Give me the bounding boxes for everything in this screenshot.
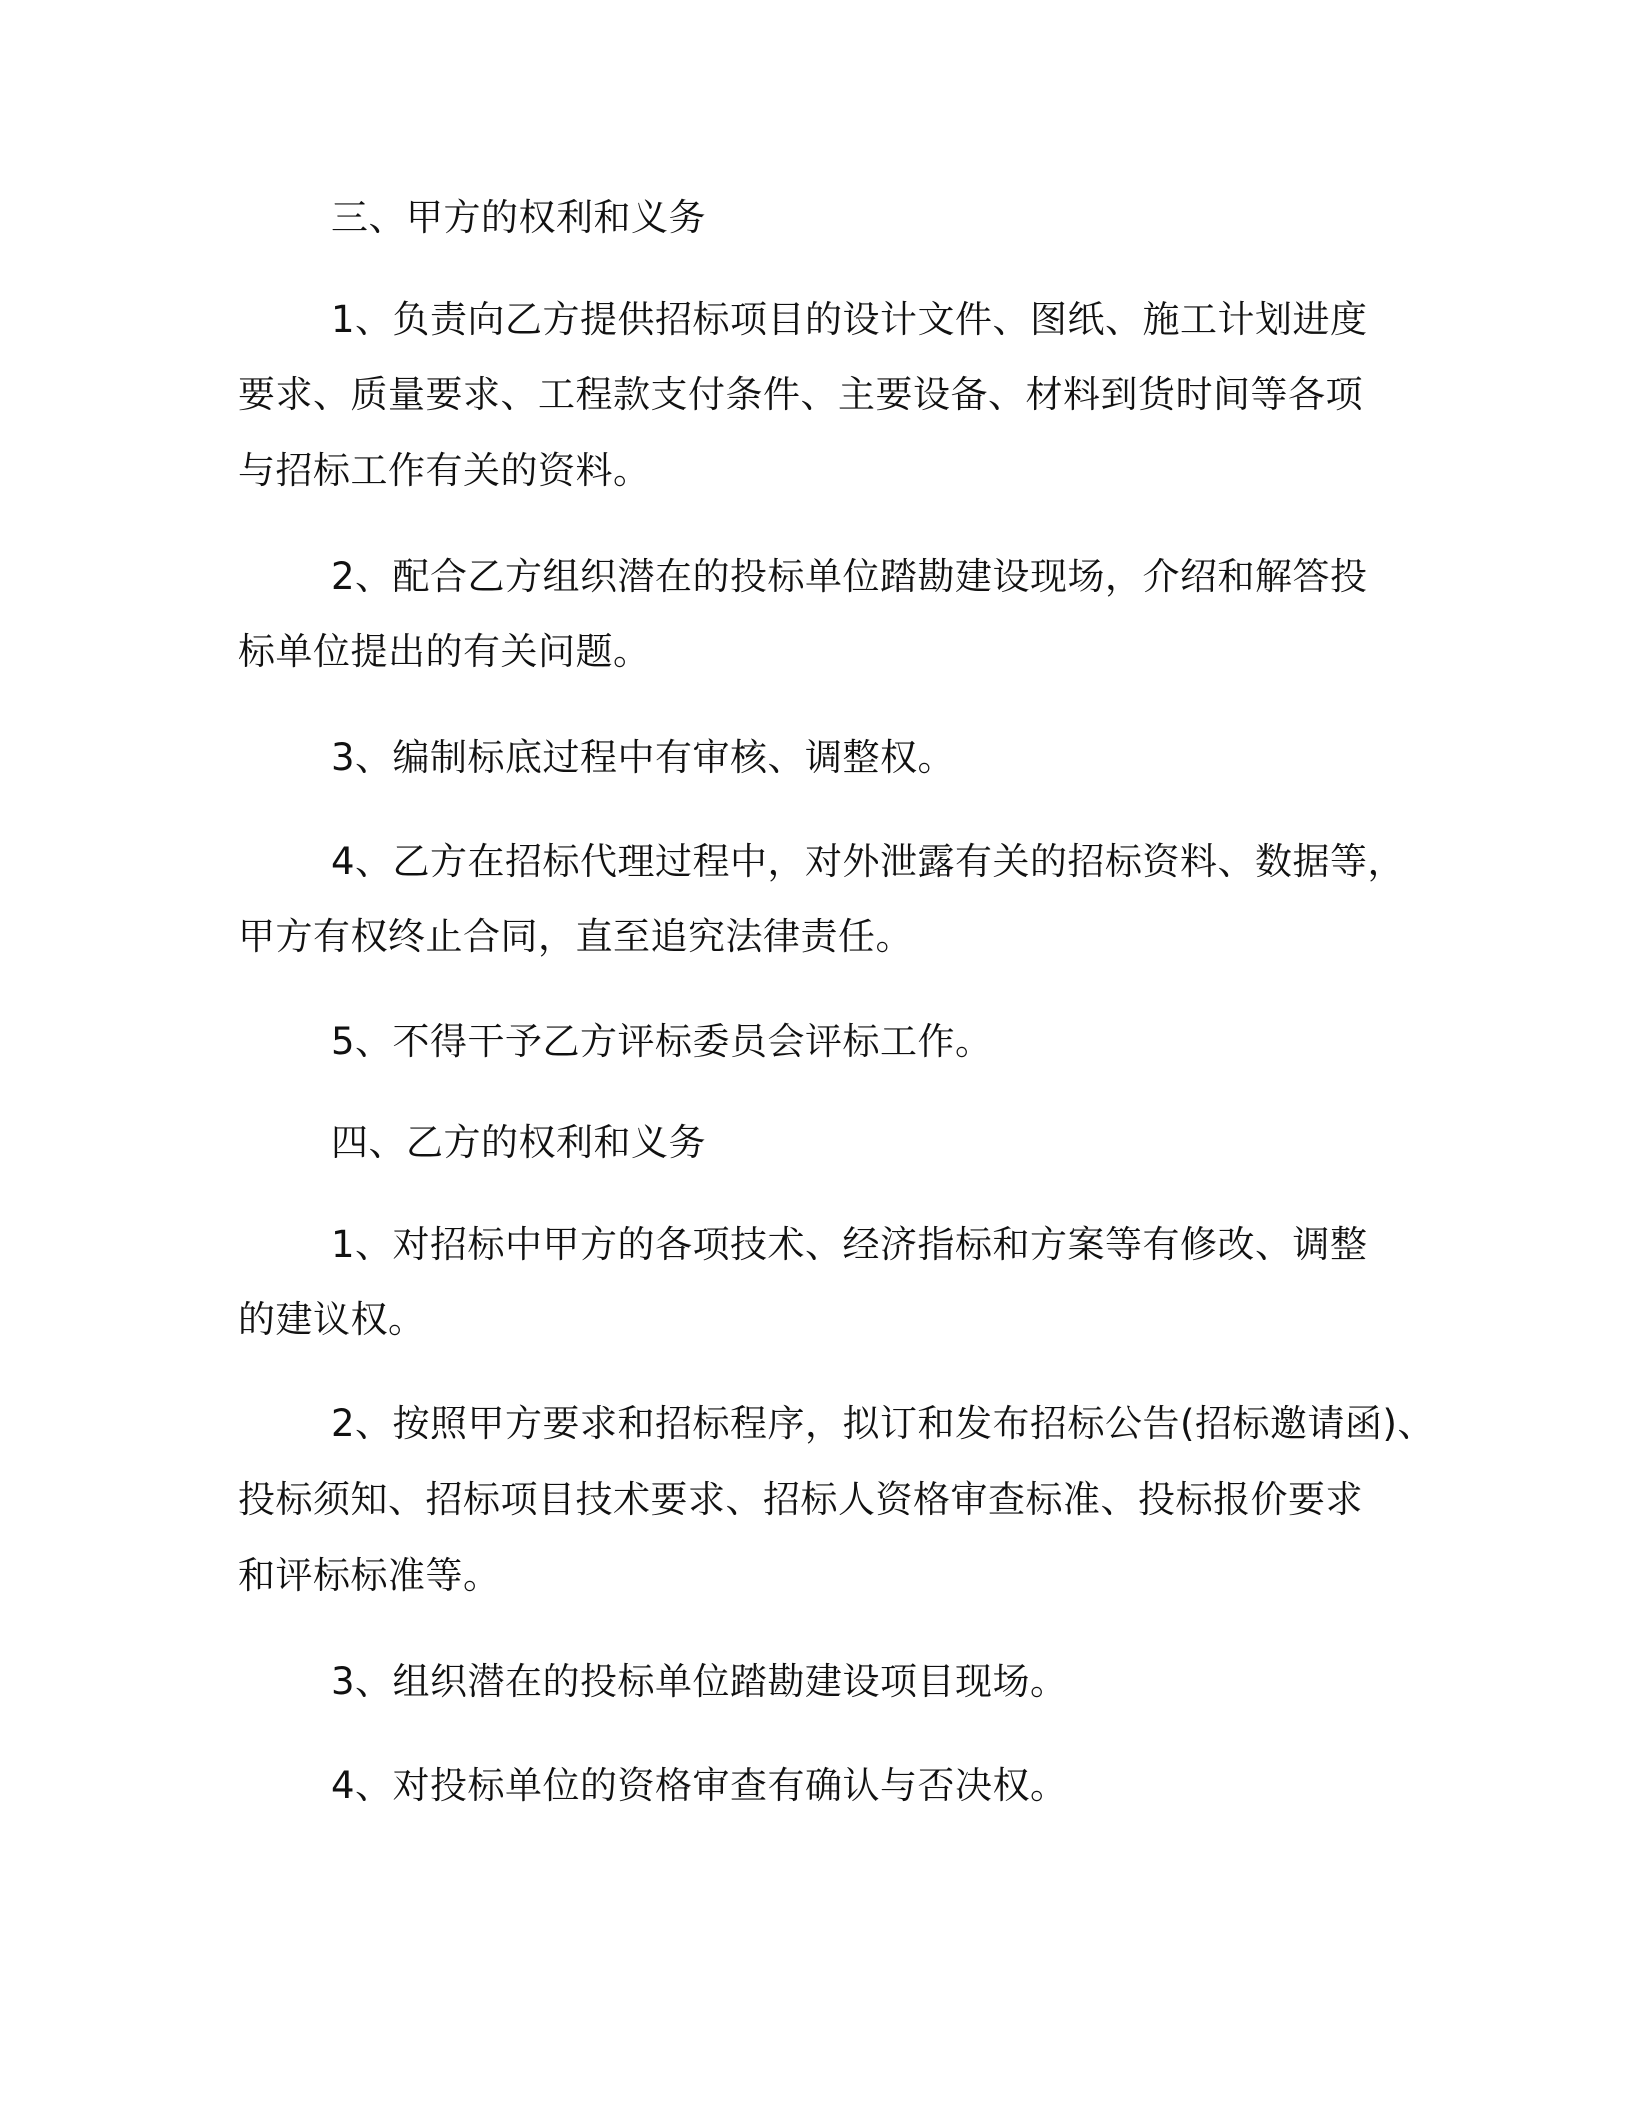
paragraph-line: 投标须知、招标项目技术要求、招标人资格审查标准、投标报价要求	[238, 1478, 1363, 1521]
paragraph-line: 甲方有权终止合同，直至追究法律责任。	[238, 915, 913, 958]
paragraph-line: 与招标工作有关的资料。	[238, 449, 651, 492]
paragraph-line: 4、乙方在招标代理过程中，对外泄露有关的招标资料、数据等，	[331, 840, 1406, 883]
paragraph-line: 和评标标准等。	[238, 1554, 501, 1597]
paragraph-line: 要求、质量要求、工程款支付条件、主要设备、材料到货时间等各项	[238, 373, 1363, 416]
paragraph-line: 的建议权。	[238, 1298, 426, 1341]
section-heading: 三、甲方的权利和义务	[331, 196, 706, 239]
paragraph-line: 5、不得干予乙方评标委员会评标工作。	[331, 1020, 993, 1063]
paragraph-line: 3、组织潜在的投标单位踏勘建设项目现场。	[331, 1660, 1068, 1703]
paragraph-line: 1、负责向乙方提供招标项目的设计文件、图纸、施工计划进度	[331, 298, 1368, 341]
paragraph-line: 3、编制标底过程中有审核、调整权。	[331, 736, 956, 779]
section-heading: 四、乙方的权利和义务	[331, 1121, 706, 1164]
paragraph-line: 标单位提出的有关问题。	[238, 630, 651, 673]
paragraph-line: 2、按照甲方要求和招标程序，拟订和发布招标公告(招标邀请函)、	[331, 1402, 1435, 1445]
paragraph-line: 2、配合乙方组织潜在的投标单位踏勘建设现场，介绍和解答投	[331, 555, 1368, 598]
paragraph-line: 1、对招标中甲方的各项技术、经济指标和方案等有修改、调整	[331, 1223, 1368, 1266]
paragraph-line: 4、对投标单位的资格审查有确认与否决权。	[331, 1764, 1068, 1807]
